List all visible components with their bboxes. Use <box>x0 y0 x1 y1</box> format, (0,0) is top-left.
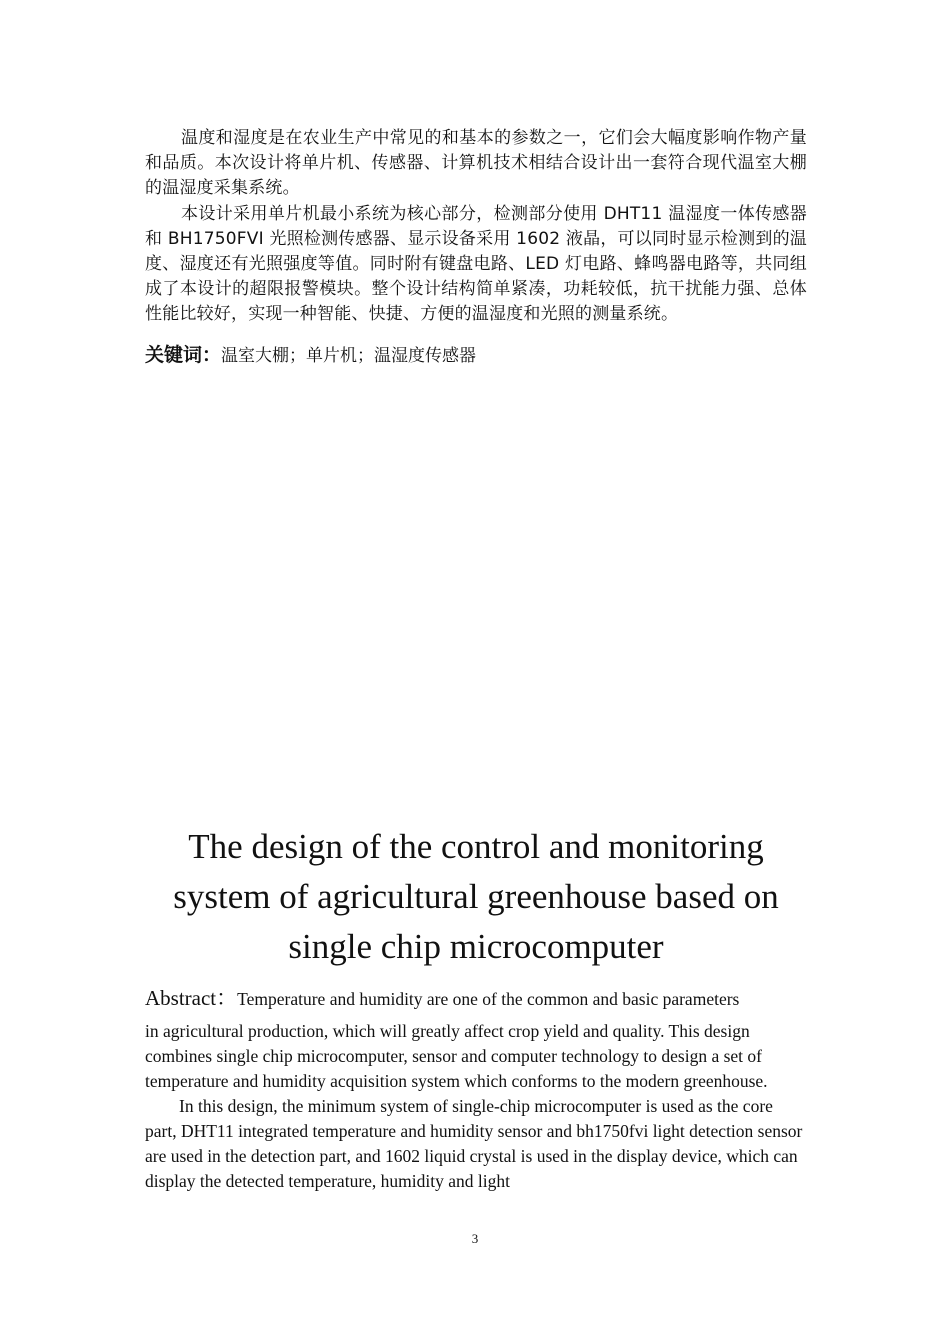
abstract-first-line-text: Temperature and humidity are one of the common and basic parameters <box>237 989 740 1009</box>
english-title <box>145 822 807 972</box>
cn-keywords-label: 关键词： <box>145 343 222 366</box>
english-abstract <box>145 984 807 1194</box>
english-title-line-1: The design of the control and monitoring <box>188 827 764 866</box>
cn-keywords-text: 温室大棚；单片机；温湿度传感器 <box>221 345 477 366</box>
page-number: 3 <box>471 1231 479 1246</box>
abstract-paragraph-1: in agricultural production, which will greatly affect crop yield and quality. This design combines single chip microcomputer, sensor and computer technology to design a set of temperature and humidity acquisition system which conforms to the modern greenhouse. <box>145 1021 768 1091</box>
abstract-first-line <box>145 984 807 1013</box>
cn-abstract-paragraph-1: 温度和湿度是在农业生产中常见的和基本的参数之一，它们会大幅度影响作物产量和品质。本次设计将单片机、传感器、计算机技术相结合设计出一套符合现代温室大棚的温湿度采集系统。 <box>145 128 807 199</box>
cn-keywords <box>145 342 807 369</box>
abstract-paragraph-2: In this design, the minimum system of single-chip microcomputer is used as the core part, DHT11 integrated temperature and humidity sensor and bh1750fvi light detection sensor are used in the detection part, and 1602 liquid crystal is used in the display device, which can display the detected temperature, humidity and light <box>145 1096 803 1191</box>
english-title-line-3: single chip microcomputer <box>288 927 664 966</box>
english-title-line-2: system of agricultural greenhouse based on <box>173 877 779 916</box>
abstract-label: Abstract： <box>145 986 238 1010</box>
cn-abstract-paragraph-2: 本设计采用单片机最小系统为核心部分，检测部分使用 DHT11 温湿度一体传感器和 BH1750FVI 光照检测传感器、显示设备采用 1602 液晶，可以同时显示检测到的温度、湿度还有光照强度等值。同时附有键盘电路、LED 灯电路、蜂鸣器电路等，共同组成了本设计的超限报警模块。整个设计结构简单紧凑，功耗较低，抗干扰能力强、总体性能比较好，实现一种智能、快捷、方便的温湿度和光照的测量系统。 <box>145 203 807 325</box>
chinese-abstract <box>145 126 807 369</box>
